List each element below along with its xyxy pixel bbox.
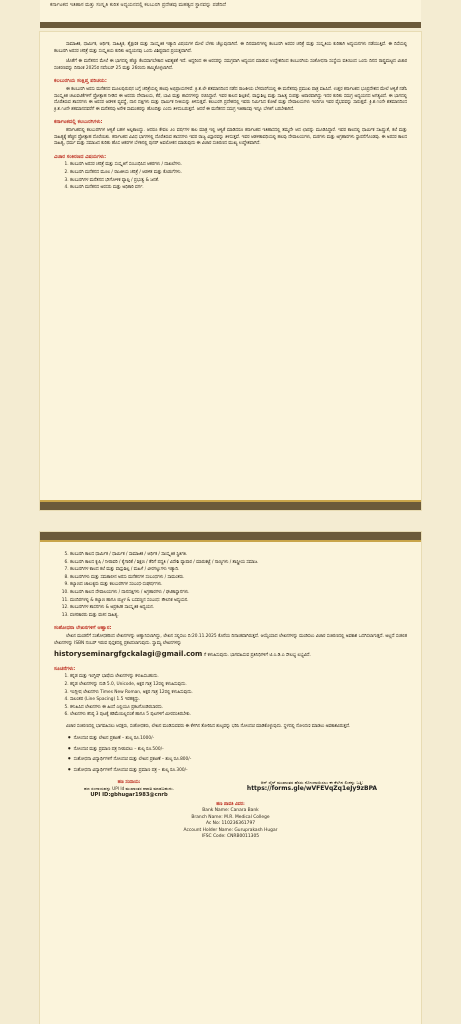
instruction-item: 2. ಕನ್ನಡ ಲೇಖನಗಳನ್ನು ನುಡಿ 5.0, Unicode, ಅಕ್ಷರ ಗಾತ್ರ 12ರಲ್ಲಿ ಕಳುಹಿಸುವುದು. [70, 682, 407, 689]
intro-paragraph-1: ಸಾಮಾಜಿಕ, ಧಾರ್ಮಿಕ, ಆರ್ಥಿಕ, ಸಾಹಿತ್ಯಿಕ, ಶೈಕ್ಷಣಿಕ ಮತ್ತು ಸಾಂಸ್ಕೃತಿಕ ಇತ್ಯಾದಿ ವಿಷಯಗಳ ಮೇಲೆ ಬೆಳಕು ಚೆಲ್ಲುವುದಾಗಿದೆ. ಈ ದಿನಮಾನಗಳಲ್ಲಿ ಕಲಬುರಗಿ ಅರಸರ ಚರಿತ್ರೆ ಮತ್ತು ಸಂಸ್ಕೃತಿಯ ಕುರಿತಾಗಿ ಅಧ್ಯಯನಗಳು ನಡೆಯುತ್ತಿವೆ. ಈ ದಿಸೆಯಲ್ಲಿ ಕಲಬುರಗಿ ಅರಸರ ಚರಿತ್ರೆ ಮತ್ತು ಸಂಸ್ಕೃತಿಯ ಕುರಿತು ಅಧ್ಯಯನವು ಒಂದು ವಿಶಿಷ್ಟವಾದ ಪ್ರಯತ್ನವಾಗಿದೆ. [54, 42, 407, 54]
topic-item: 7. ಕಲಬುರಗಿಗಳ ಕಾಲದ ಕಲೆ ಮತ್ತು ವಾಸ್ತುಶಿಲ್ಪ / ಮಹಿಳೆ / ವೀರಗಲ್ಲುಗಳು ಇತ್ಯಾದಿ. [70, 567, 407, 574]
topic-item: 8. ಕಲಬುರಗಿಗಳು ಮತ್ತು ಸಮಕಾಲೀನ ಅರಸು ಮನೆತನಗಳ ಸಂಬಂಧಗಳು / ಸಾಮಂತರು. [70, 575, 407, 582]
intro-paragraph-2: ಜೊತೆಗೆ ಈ ಮನೆತನದ ಮೇಲೆ ಈ ಭಾಗದಲ್ಲಿ ಹೆಚ್ಚು ಕೆಲಸವಾಗಬೇಕಾದ ಅವಶ್ಯಕತೆ ಇದೆ. ಅದ್ದರಿಂದ ಈ ಅರಸರನ್ನು ಸಮಗ್ರವಾಗಿ ಅಧ್ಯಯನ ಮಾಡುವ ಉದ್ದೇಶದಿಂದ ಕಲಬುರಗಿಯ ಸಂಶೋಧನಾ ಸಂಸ್ಥೆಯ ವತಿಯಿಂದ ಒಂದು ದಿನದ ರಾಷ್ಟ್ರಮಟ್ಟದ ವಿಚಾರ ಸಂಕಿರಣವನ್ನು ದಿನಾಂಕ 2025ರ ನವೆಂಬರ್ 25 ಮತ್ತು 26ರಂದು ಹಮ್ಮಿಕೊಳ್ಳಲಾಗಿದೆ. [54, 59, 407, 71]
fee-item: ● ನೋಂದಣಿ ಮತ್ತು ಪ್ರಮಾಣ ಪತ್ರ ನೀಡುವಲು – ಶುಲ್ಕ ರೂ.500/- [68, 745, 407, 753]
upi-instruction: ಹಣ ಸಂದಾಯವನ್ನು UPI Id ಮುಖಾಂತರ ಪಾವತಿ ಮಾಡಬಹುದು. [83, 786, 174, 792]
topic-item: 5. ಕಲಬುರಗಿ ಕಾಲದ ಧಾರ್ಮಿಕ / ಧಾರ್ಮಿಕ / ಸಾಮಾಜಿಕ / ಆರ್ಥಿಕ / ಸಾಂಸ್ಕೃತಿಕ ಸ್ಥಿತಿಗತಿ. [70, 552, 407, 559]
branch-name: Branch Name: M.R. Medical College [191, 814, 270, 820]
closing-paragraph: ವಿಚಾರ ಸಂಕಿರಣದಲ್ಲಿ ಭಾಗವಹಿಸಲು ಆಸಕ್ತರು, ಸಂಶೋಧಕರು, ಲೇಖನ ಮಂಡಿಸುವವರು ಈ ಕೆಳಗಿನ ತೋರಿಸಿದ ಶುಲ್ಕವನ್ನು ಭರಿಸಿ ನೋಂದಣಿ ಮಾಡಿಕೊಳ್ಳುವುದು. ಸ್ಥಳದಲ್ಲಿ ನೋಂದಣಿ ಮಾಡಲು ಅವಕಾಶವಿರುತ್ತದೆ. [66, 723, 351, 729]
account-holder: Account Holder Name: Guruprakash Hugar [183, 827, 278, 833]
email-note: ಗೆ ಕಳುಹಿಸುವುದು. ಭಾಗವಹಿಸುವ ಪ್ರತಿನಿಧಿಗಳಿಗೆ ಟಿ.ಎ.ಡಿ.ಎ ಸೌಲಭ್ಯ ಲಭ್ಯವಿದೆ. [203, 653, 311, 659]
topic-item: 6. ಕಲಬುರಗಿ ಕಾಲದ ಕೃಷಿ / ನೀರಾವರಿ / ಕೈಗಾರಿಕೆ / ಶಿಕ್ಷಣ / ತೆರಿಗೆ ಪದ್ಧತಿ / ವಿದೇಶಿ ವ್ಯಾಪಾರ / ಮಾರುಕಟ್ಟೆ / ನಾಣ್ಯಗಳು / ಶಾಸ್ತ್ರೀಯ ಸಮಾಜ. [70, 560, 407, 567]
upi-id[interactable]: UPI ID:gbhugar1983@cnrb [90, 792, 168, 799]
topic-item: 2. ಕಲಬುರಗಿ ಮನೆತನದ ಮೂಲ / ರಾಜಕೀಯ ಚರಿತ್ರೆ / ಆಡಳಿತ ಮತ್ತು ಕೊಡುಗೆಗಳು. [70, 170, 407, 177]
email-line [54, 651, 407, 660]
topic-item: 10. ಕಲಬುರಗಿ ಕಾಲದ ದೇವಾಲಯಗಳು / ದಾನದತ್ತಿಗಳು / ಅಗ್ರಹಾರಗಳು / ಘಟಿಕಾಸ್ಥಾನಗಳು. [70, 590, 407, 597]
instructions-list [54, 674, 407, 719]
section-heading-call-for-papers: ಸಂಶೋಧನಾ ಲೇಖನಗಳಿಗೆ ಆಹ್ವಾನ: [54, 625, 112, 632]
flyer-page-2 [40, 532, 421, 1024]
topic-item: 4. ಕಲಬುರಗಿ ಮನೆತನದ ಅರಸರು ಮತ್ತು ಅಧಿಕಾರಿ ವರ್ಗ. [70, 185, 407, 192]
section-heading-instructions: ಸೂಚನೆಗಳು: [54, 665, 76, 672]
payment-row [54, 780, 407, 798]
bank-details [54, 802, 407, 840]
account-number: Ac No: 110236361797 [205, 821, 256, 827]
topic-item: 9. ಕಲ್ಯಾಣದ ಚಾಲುಕ್ಯರು ಮತ್ತು ಕಲಬುರಗಿಗಳ ಸಂಬಂಧ-ಸಂಘರ್ಷಗಳು. [70, 582, 407, 589]
fee-item: ● ಸಂಶೋಧನಾ ವಿದ್ಯಾರ್ಥಿಗಳಿಗೆ ನೋಂದಣಿ ಮತ್ತು ಲೇಖನ ಪ್ರಕಟಣೆ – ಶುಲ್ಕ ರೂ.800/- [68, 755, 407, 763]
brown-bar [40, 502, 421, 510]
brown-bar-top [40, 532, 421, 540]
top-strip [40, 0, 421, 28]
payment-label: ಹಣ ಸಂದಾಯ: [117, 780, 141, 786]
link-instruction: ಆನ್ ಲೈನ್ ಮುಖಾಂತರ ಹೆಸರು ನೋಂದಾಯಿಸಲು ಈ ಕೆಳಗಿನ ಲಿಂಕನ್ನು ಒತ್ತಿ: [260, 780, 364, 786]
page2-content [40, 542, 421, 840]
bank-details-label: ಹಣ ಪಾವತಿ ವಿವರ: [216, 802, 245, 808]
topic-item: 12. ಕಲಬುರಗಿಗಳ ಶಾಸನಗಳು & ಅಪ್ರಕಟಿತ ಸಾಂಸ್ಕೃತಿಕ ಅಧ್ಯಯನ. [70, 605, 407, 612]
fees-list [54, 734, 407, 774]
contact-email[interactable]: historyseminargfgckalagi@gmail.com [54, 650, 203, 659]
ifsc-code: IFSC Code: CNRB0011305 [201, 834, 260, 840]
page1-footer [40, 500, 421, 510]
upi-block [54, 780, 204, 798]
karnataka-paragraph: ಕರ್ನಾಟಕದಲ್ಲಿ ಕಲಬುರಗಿಗಳ ಆಳ್ವಿಕೆ ಬಹಳ ಅಲ್ಪಕಾಲದ್ದು. ಆದರೂ ಕೇವಲ ೨೦ ವರ್ಷಗಳ ಕಾಲ ಮಾತ್ರ ಇಲ್ಲಿ ಆಳ್ವಿಕೆ ಮಾಡಿದರೂ ಕರ್ನಾಟಕದ ಇತಿಹಾಸದಲ್ಲಿ ತಮ್ಮದೇ ಆದ ಛಾಪನ್ನು ಮೂಡಿಸಿದ್ದಾರೆ. ಇವರ ಕಾಲದಲ್ಲಿ ಧಾರ್ಮಿಕ ಸಹಿಷ್ಣುತೆ, ಕಲೆ ಮತ್ತು ಸಾಹಿತ್ಯಕ್ಕೆ ಹೆಚ್ಚಿನ ಪ್ರೋತ್ಸಾಹ ದೊರೆಯಿತು. ಕರ್ನಾಟಕದ ವಿವಿಧ ಭಾಗಗಳಲ್ಲಿ ದೊರೆತಿರುವ ಶಾಸನಗಳು ಇವರ ರಾಜ್ಯ ವಿಸ್ತಾರವನ್ನು ತಿಳಿಸುತ್ತವೆ. ಇವರ ಆಡಳಿತಾವಧಿಯಲ್ಲಿ ಹಲವು ದೇವಾಲಯಗಳು, ಮಠಗಳು ಮತ್ತು ಅಗ್ರಹಾರಗಳು ಸ್ಥಾಪನೆಗೊಂಡವು. ಈ ಅರಸರ ಕಾಲದ ಸಾಹಿತ್ಯ, ಧರ್ಮ ಮತ್ತು ಸಮಾಜದ ಕುರಿತು ಹೊಸ ಆಕರಗಳ ಬೆಳಕಿನಲ್ಲಿ ಪುನರ್ ಅವಲೋಕನ ಮಾಡುವುದು ಈ ವಿಚಾರ ಸಂಕಿರಣದ ಮುಖ್ಯ ಉದ್ದೇಶವಾಗಿದೆ. [54, 127, 407, 147]
instruction-item: 5. ಕಳುಹಿಸಿದ ಲೇಖನಗಳು ಈ ಹಿಂದೆ ಎಲ್ಲಿಯೂ ಪ್ರಕಟಗೊಂಡಿರಬಾರದು. [70, 705, 407, 712]
topic-item: 3. ಕಲಬುರಗಿಗಳ ಮನೆತನದ ಭೌಗೋಳಿಕ ವ್ಯಾಪ್ತಿ / ಪ್ರಭುತ್ವ & ಜನತೆ. [70, 178, 407, 185]
topics-list-2 [54, 552, 407, 619]
flyer-page-1 [40, 32, 421, 510]
topic-item: 1. ಕಲಬುರಗಿ ಅರಸರ ಚರಿತ್ರೆ ಮತ್ತು ಸಂಸ್ಕೃತಿಗೆ ಸಂಬಂಧಿಸಿದ ಆಕರಗಳು / ದಾಖಲೆಗಳು. [70, 162, 407, 169]
page1-content [40, 32, 421, 192]
section-heading-topics: ವಿಚಾರ ಸಂಕಿರಣದ ವಿಷಯಗಳು: [54, 153, 107, 160]
instruction-item: 1. ಕನ್ನಡ ಮತ್ತು ಇಂಗ್ಲಿಷ್ ಭಾಷೆಯ ಲೇಖನಗಳನ್ನು ಕಳುಹಿಸಬಹುದು. [70, 674, 407, 681]
registration-link-block [217, 780, 407, 798]
topic-item: 13. ವಚನಕಾರರು ಮತ್ತು ವಚನ ಸಾಹಿತ್ಯ. [70, 613, 407, 620]
instruction-item: 6. ಲೇಖನಗಳು ಕನಿಷ್ಠ 3 ಪುಟಕ್ಕೆ ಕಡಿಮೆಯಿಲ್ಲದಂತೆ ಹಾಗೂ 5 ಪುಟಗಳಿಗೆ ಮೀರದಂತಿರಬೇಕು. [70, 712, 407, 719]
instruction-item: 3. ಇಂಗ್ಲೀಷ ಲೇಖನಗಳು Times New Roman, ಅಕ್ಷರ ಗಾತ್ರ 12ರಲ್ಲಿ ಕಳುಹಿಸುವುದು. [70, 690, 407, 697]
registration-link[interactable]: https://forms.gle/wVFEVqZq1eJy9zBPA [246, 785, 378, 793]
topics-list-1 [54, 162, 407, 191]
section-heading-brief-intro: ಕಲಬುರಗಿಯ ಸಂಕ್ಷಿಪ್ತ ಪರಿಚಯ: [54, 78, 107, 85]
section-heading-karnataka: ಕರ್ನಾಟಕದಲ್ಲಿ ಕಲಬುರಗಿಗಳು: [54, 119, 103, 126]
topic-item: 11. ಮಂದಿರಗಳಲ್ಲಿ & ಕಲ್ಯಾಣ ಹಾಗೂ ಬಿಜ್ಜಳ & ಬಸವಣ್ಣನ ಸಂಬಂಧ: ತೌಲನಿಕ ಅಧ್ಯಯನ. [70, 598, 407, 605]
fee-item: ● ಸಂಶೋಧನಾ ವಿದ್ಯಾರ್ಥಿಗಳಿಗೆ ನೋಂದಣಿ ಮತ್ತು ಪ್ರಮಾಣ ಪತ್ರ – ಶುಲ್ಕ ರೂ.300/- [68, 766, 407, 774]
top-text: ಕರ್ನಾಟಕದ ಇತಿಹಾಸ ಮತ್ತು ಸಂಸ್ಕೃತಿ ಕುರಿತ ಅಧ್ಯಯನದಲ್ಲಿ ಕಲಬುರಗಿ ಪ್ರದೇಶವು ಮಹತ್ವದ ಸ್ಥಾನವನ್ನು ಪಡೆದಿದೆ [50, 2, 226, 8]
history-paragraph: ಈ ಕಲಬುರಗಿ ಅರಸು ಮನೆತನದ ಮೂಲಪುರುಷನ ಬಗ್ಗೆ ಚರಿತ್ರೆಯಲ್ಲಿ ಹಲವು ಅಭಿಪ್ರಾಯಗಳಿವೆ. ಕ್ರಿ.ಶ.ಲೇ ಶತಮಾನದಿಂದ ನಡೆದ ರಾಜಕೀಯ ಬೆಳವಣಿಗೆಯಲ್ಲಿ ಈ ಮನೆತನವು ಪ್ರಮುಖ ಪಾತ್ರ ವಹಿಸಿದೆ. ಉತ್ತರ ಕರ್ನಾಟಕದ ಭೂಪ್ರದೇಶದ ಮೇಲೆ ಆಳ್ವಿಕೆ ನಡೆಸಿ ಸಾಂಸ್ಕೃತಿಕ ಚಟುವಟಿಕೆಗಳಿಗೆ ಪ್ರೋತ್ಸಾಹ ನೀಡಿದ ಈ ಅರಸರು ದೇವಾಲಯ, ಕೆರೆ, ಬಾವಿ ಮತ್ತು ಶಾಸನಗಳನ್ನು ರಚಿಸಿದ್ದಾರೆ. ಇವರ ಕಾಲದ ಶಿಲ್ಪಕಲೆ, ವಾಸ್ತುಶಿಲ್ಪ ಮತ್ತು ಸಾಹಿತ್ಯ ಸಂಪತ್ತು ಅಪಾರವಾಗಿದ್ದು ಇದರ ಕುರಿತು ಸಮಗ್ರ ಅಧ್ಯಯನದ ಅಗತ್ಯವಿದೆ. ಈ ಭಾಗದಲ್ಲಿ ದೊರೆತಿರುವ ಶಾಸನಗಳು ಈ ಅರಸರ ಆಡಳಿತ ವ್ಯವಸ್ಥೆ, ದಾನ ದತ್ತಿಗಳು ಮತ್ತು ಧಾರ್ಮಿಕ ನೀತಿಯನ್ನು ತಿಳಿಸುತ್ತವೆ. ಕಲಬುರಗಿ ಪ್ರದೇಶದಲ್ಲಿ ಇವರು ನಿರ್ಮಿಸಿದ ಕೋಟೆ ಮತ್ತು ದೇವಾಲಯಗಳು ಇಂದಿಗೂ ಇವರ ವೈಭವವನ್ನು ಸಾರುತ್ತವೆ. ಕ್ರಿ.ಶ.೧೦ನೇ ಶತಮಾನದಿಂದ ಕ್ರಿ.ಶ.೧೨ನೇ ಶತಮಾನದವರೆಗೆ ಈ ಮನೆತನವು ಅನೇಕ ಸಾಮಂತರನ್ನು ಹೊಂದಿತ್ತು ಎಂದು ತಿಳಿದುಬರುತ್ತದೆ. ಆದರೆ ಈ ಮನೆತನದ ಸಮಗ್ರ ಇತಿಹಾಸವು ಇನ್ನೂ ಬೆಳಕಿಗೆ ಬರಬೇಕಾಗಿದೆ. [54, 86, 407, 112]
instruction-item: 4. ಸಾಲಂತರ (Line Spacing) 1.5 ಇರತಕ್ಕದ್ದು. [70, 697, 407, 704]
invite-paragraph: ಲೇಖನ ಮಂಡನೆಗೆ ಸಂಶೋಧಕರಿಂದ ಲೇಖನಗಳನ್ನು ಆಹ್ವಾನಿಸಲಾಗಿದ್ದು, ಲೇಖನ ಸಲ್ಲಿಸಲು ದಿ:20.11.2025 ಕೊನೆಯ ದಿನಾಂಕವಾಗಿರುತ್ತದೆ. ಆಯ್ಕೆಯಾದ ಲೇಖನಗಳನ್ನು ಮಂಡಿಸಲು ವಿಚಾರ ಸಂಕಿರಣದಲ್ಲಿ ಅವಕಾಶ ಒದಗಿಸಲಾಗುತ್ತದೆ. ಅಲ್ಲದೆ ಸಂಕಲಿತ ಲೇಖನಗಳನ್ನು ISBN ನಂಬರ್ ಇರುವ ಪುಸ್ತಕದಲ್ಲಿ ಪ್ರಕಟಿಸಲಾಗುವುದು. ಸ್ವಾಮ್ಯ ಲೇಖನಗಳನ್ನು [54, 633, 407, 646]
bank-name: Bank Name: Canara Bank [202, 808, 259, 814]
fee-item: ● ನೋಂದಣಿ ಮತ್ತು ಲೇಖನ ಪ್ರಕಟಣೆ – ಶುಲ್ಕ ರೂ.1000/- [68, 734, 407, 742]
